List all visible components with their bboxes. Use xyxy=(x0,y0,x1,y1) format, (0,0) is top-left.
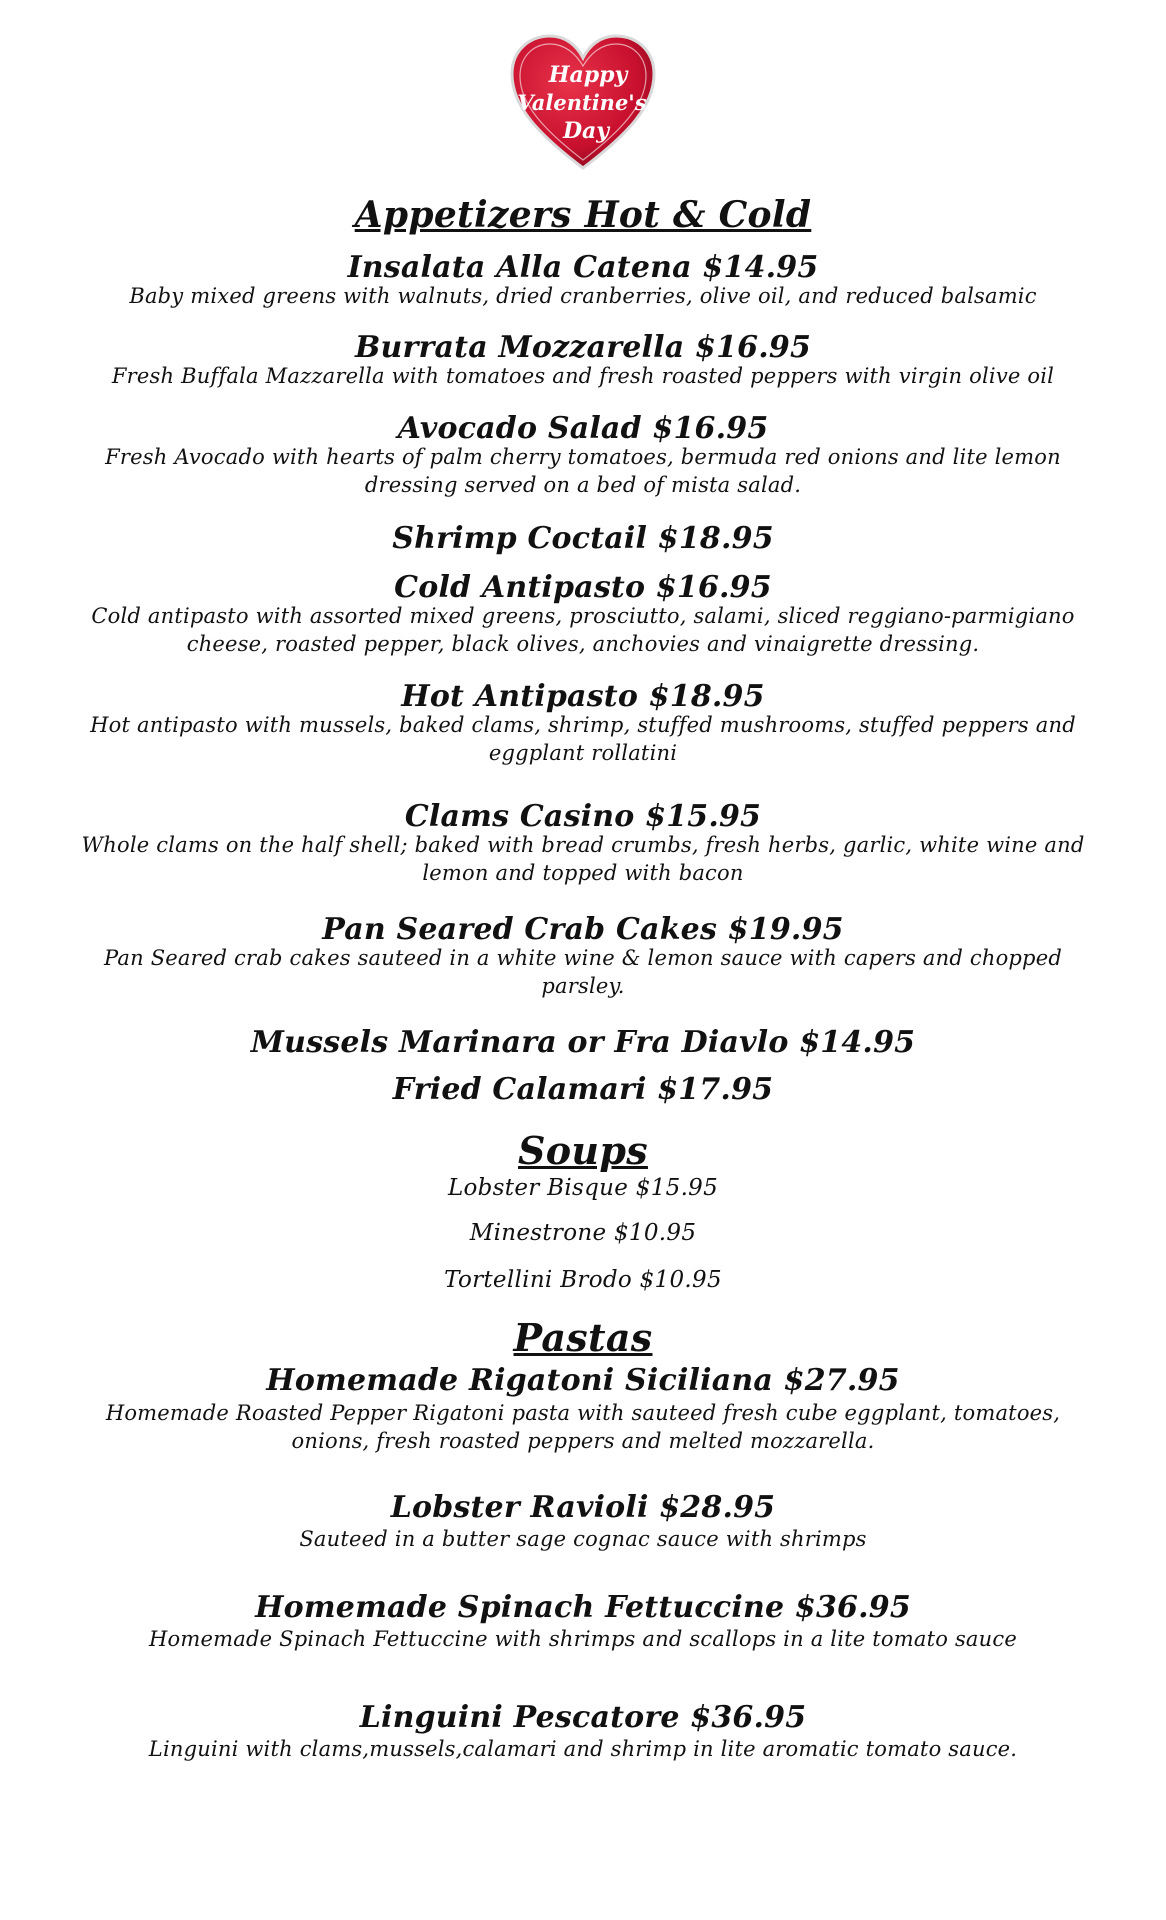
pastas-title: Pastas xyxy=(513,1315,653,1360)
menu-item-desc: Baby mixed greens with walnuts, dried cranberries, olive oil, and reduced balsamic xyxy=(129,284,1037,308)
menu-item-name: Clams Casino $15.95 xyxy=(404,799,762,834)
menu-item-name: Homemade Spinach Fettuccine $36.95 xyxy=(255,1590,911,1625)
logo-line-1: Happy xyxy=(548,62,628,88)
menu-item-name: Burrata Mozzarella $16.95 xyxy=(354,330,812,365)
soup-item: Tortellini Brodo $10.95 xyxy=(444,1267,722,1293)
menu-item-name: Pan Seared Crab Cakes $19.95 xyxy=(322,912,844,947)
menu-item-name: Shrimp Coctail $18.95 xyxy=(392,521,774,556)
menu-item-desc: Fresh Buffala Mazzarella with tomatoes and fresh roasted peppers with virgin olive oil xyxy=(111,364,1055,388)
menu-item-desc: Homemade Spinach Fettuccine with shrimps and scallops in a lite tomato sauce xyxy=(149,1627,1017,1651)
logo-line-3: Day xyxy=(562,118,610,144)
menu-item-name: Mussels Marinara or Fra Diavlo $14.95 xyxy=(250,1025,916,1060)
menu-item-desc: Hot antipasto with mussels, baked clams, shrimp, stuffed mushrooms, stuffed peppers and eggplant rollatini xyxy=(90,713,1076,765)
menu-item-name: Hot Antipasto $18.95 xyxy=(401,679,765,714)
menu-item-desc: Whole clams on the half shell; baked with bread crumbs, fresh herbs, garlic, white wine and lemon and topped with bacon xyxy=(81,833,1085,885)
menu-item-desc: Pan Seared crab cakes sauteed in a white wine & lemon sauce with capers and chopped parsley. xyxy=(104,946,1062,998)
soup-item: Lobster Bisque $15.95 xyxy=(447,1175,719,1201)
menu-item-desc: Homemade Roasted Pepper Rigatoni pasta with sauteed fresh cube eggplant, tomatoes, onions, fresh roasted peppers and melted mozzarella. xyxy=(105,1401,1061,1453)
menu-item-name: Lobster Ravioli $28.95 xyxy=(390,1490,776,1525)
valentines-heart-logo xyxy=(508,34,658,172)
heart-icon xyxy=(508,34,658,172)
menu-item-desc: Linguini with clams,mussels,calamari and shrimp in lite aromatic tomato sauce. xyxy=(148,1737,1018,1761)
menu-item-desc: Cold antipasto with assorted mixed greens, prosciutto, salami, sliced reggiano-parmigiano cheese, roasted pepper, black olives, anchovies and vinaigrette dressing. xyxy=(91,604,1075,656)
soup-item: Minestrone $10.95 xyxy=(469,1220,697,1246)
menu-item-name: Homemade Rigatoni Siciliana $27.95 xyxy=(266,1363,900,1398)
menu-item-name: Cold Antipasto $16.95 xyxy=(394,570,772,605)
menu-item-name: Insalata Alla Catena $14.95 xyxy=(347,250,819,285)
menu-item-name: Linguini Pescatore $36.95 xyxy=(359,1700,807,1735)
appetizers-title: Appetizers Hot & Cold xyxy=(354,194,812,236)
soups-title: Soups xyxy=(518,1128,648,1173)
menu-item-name: Avocado Salad $16.95 xyxy=(397,411,769,446)
menu-item-desc: Fresh Avocado with hearts of palm cherry tomatoes, bermuda red onions and lite lemon dressing served on a bed of mista salad. xyxy=(105,445,1061,497)
menu-item-name: Fried Calamari $17.95 xyxy=(392,1072,774,1107)
menu-item-desc: Sauteed in a butter sage cognac sauce with shrimps xyxy=(299,1527,867,1551)
logo-line-2: Valentine's xyxy=(517,90,647,115)
